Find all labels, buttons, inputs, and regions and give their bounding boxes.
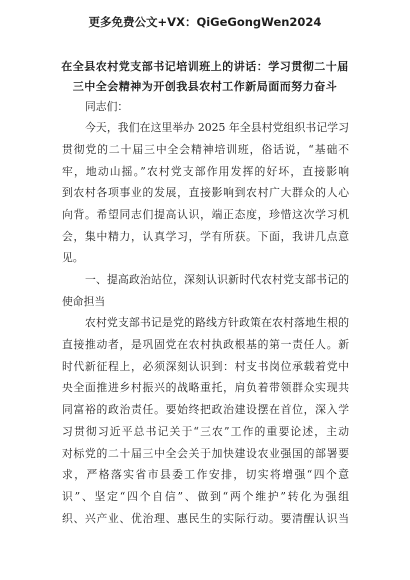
text-line: 农村党支部书记是党的路线方针政策在农村落地生根的 — [85, 316, 349, 330]
text-line: 今天，我们在这里举办 2025 年全县村党组织书记学习 — [85, 121, 349, 135]
text-line: 向背。希望同志们提高认识，端正态度，珍惜这次学习机 — [62, 207, 349, 221]
text-line: 会，集中精力，认真学习，学有所获。下面，我讲几点意 — [62, 229, 349, 243]
text-line: 求，严格落实省市县委工作安排，切实将增强“四个意 — [62, 468, 349, 482]
text-line: 识”、坚定“四个自信”、做到“两个维护”转化为强组 — [62, 489, 349, 503]
text-line: 直接推动者，是巩固党在农村执政根基的第一责任人。新 — [62, 338, 349, 352]
text-line: 习贯彻习近平总书记关于“三农”工作的重要论述，主动 — [62, 424, 349, 438]
text-line: 同富裕的政治责任。要始终把政治建设摆在首位，深入学 — [62, 403, 349, 417]
text-line: 贯彻党的二十届三中全会精神培训班，俗话说，“基础不 — [62, 142, 349, 156]
document-body — [62, 96, 349, 530]
text-line: 央全面推进乡村振兴的战略重托，肩负着带领群众实现共 — [62, 381, 349, 395]
salutation: 同志们： — [85, 99, 129, 113]
text-line: 牢，地动山摇。”农村党支部作用发挥的好坏，直接影响 — [62, 164, 349, 178]
text-line: 到农村各项事业的发展，直接影响到农村广大群众的人心 — [62, 186, 349, 200]
heading-line: 使命担当 — [62, 294, 106, 308]
intro-paragraph — [62, 117, 349, 269]
text-line: 见。 — [62, 251, 84, 265]
text-line: 对标党的二十届三中全会关于加快建设农业强国的部署要 — [62, 446, 349, 460]
header-note: 更多免费公文+VX：QiGeGongWen2024 — [88, 15, 322, 29]
section-1-paragraph — [62, 312, 349, 529]
title-line: 三中全会精神为开创我县农村工作新局面而努力奋斗 — [72, 80, 338, 93]
heading-line: 一、提高政治站位，深刻认识新时代农村党支部书记的 — [85, 273, 349, 286]
title-line: 在全县农村党支部书记培训班上的讲话：学习贯彻二十届 — [61, 60, 349, 73]
section-1-heading — [62, 269, 349, 312]
text-line: 织、兴产业、优治理、惠民生的实际行动。要清醒认识当 — [62, 511, 349, 525]
document-title — [60, 57, 350, 97]
text-line: 时代新征程上，必须深刻认识到：村支书岗位承载着党中 — [62, 359, 349, 373]
